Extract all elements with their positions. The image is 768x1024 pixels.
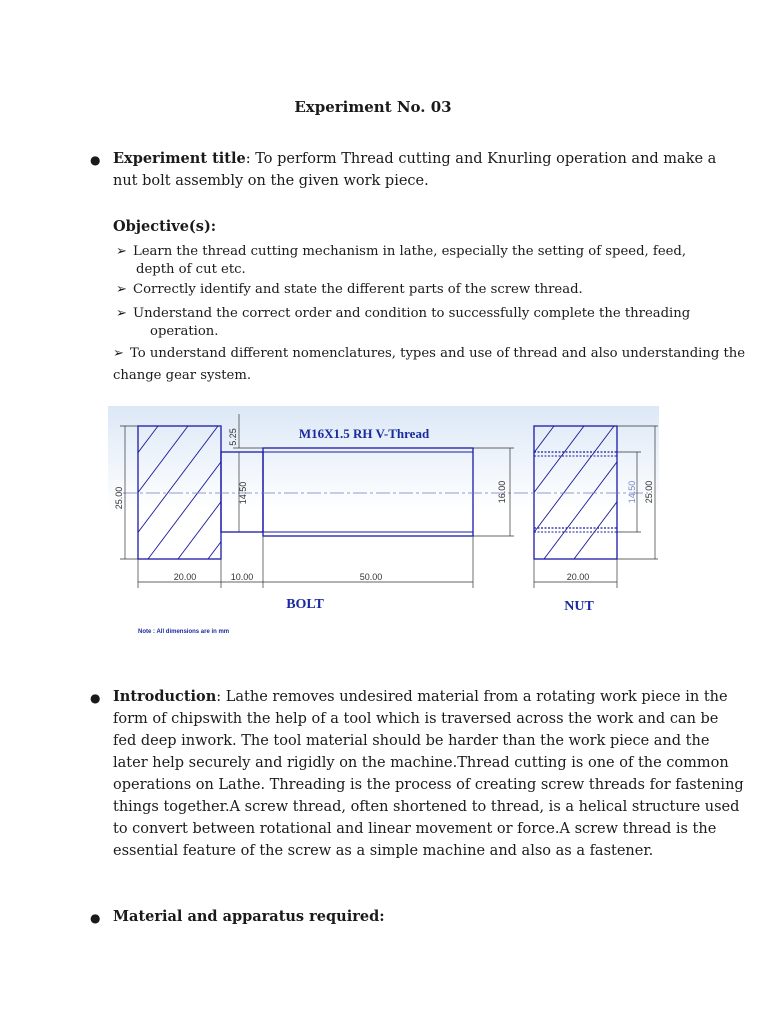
bullet-icon: ● — [90, 691, 101, 705]
experiment-title-line: nut bolt assembly on the given work piece. — [113, 173, 429, 189]
objective-text: depth of cut etc. — [136, 262, 246, 277]
objective-item — [116, 243, 686, 279]
dim-neck-length: 10.00 — [230, 572, 254, 582]
introduction-line: : Lathe removes undesired material from a rotating work piece in the — [216, 689, 728, 705]
introduction-label: Introduction — [113, 688, 217, 705]
bullet-icon: ● — [90, 911, 101, 925]
introduction-line: fed deep inwork. The tool material should be harder than the work piece and the — [113, 733, 710, 749]
dim-nut-inner: 14.50 — [627, 480, 637, 504]
objective-text: change gear system. — [113, 368, 252, 383]
dim-thread-offset: 5.25 — [228, 428, 238, 446]
bullet-icon: ● — [90, 153, 101, 167]
page-heading: Experiment No. 03 — [294, 98, 452, 116]
dim-thread-dia: 16.00 — [497, 480, 507, 504]
objectives-title: Objective(s): — [113, 218, 217, 235]
introduction-block — [113, 686, 744, 862]
introduction-line: to convert between rotational and linear movement or force.A screw thread is the — [113, 821, 717, 837]
arrow-icon: ➢ — [116, 282, 128, 297]
objective-text: Learn the thread cutting mechanism in lathe, especially the setting of speed, feed, — [133, 244, 687, 259]
bolt-nut-drawing — [108, 406, 659, 638]
introduction-line: form of chipswith the help of a tool which is traversed across the work and can be — [113, 711, 719, 727]
objective-item — [116, 305, 690, 341]
objective-item — [113, 343, 745, 387]
introduction-line: things together.A screw thread, often shortened to thread, is a helical structure used — [113, 799, 740, 815]
dim-nut-height: 25.00 — [644, 480, 654, 504]
experiment-title-block — [113, 148, 716, 192]
arrow-icon: ➢ — [116, 244, 128, 259]
objective-text: To understand different nomenclatures, types and use of thread and also understanding the — [130, 346, 746, 361]
experiment-title-label: Experiment title — [113, 150, 246, 167]
dim-shank-dia: 14.50 — [238, 481, 248, 505]
objective-text: operation. — [150, 324, 219, 339]
figure-note: Note : All dimensions are in mm — [138, 629, 230, 635]
arrow-icon: ➢ — [116, 306, 128, 321]
introduction-line: operations on Lathe. Threading is the process of creating screw threads for fastening — [113, 777, 744, 793]
dim-bolt-head-height: 25.00 — [114, 486, 124, 510]
figure-title: M16X1.5 RH V-Thread — [298, 426, 430, 441]
material-heading: Material and apparatus required: — [113, 908, 385, 925]
introduction-line: later help securely and rigidly on the machine.Thread cutting is one of the common — [113, 755, 729, 771]
bolt-label: BOLT — [286, 597, 324, 612]
thread-drawing-figure — [108, 406, 659, 638]
dim-head-length: 20.00 — [173, 572, 197, 582]
objective-text: Understand the correct order and condition to successfully complete the threading — [133, 306, 691, 321]
objective-text: Correctly identify and state the different parts of the screw thread. — [133, 282, 583, 297]
dim-nut-length: 20.00 — [566, 572, 590, 582]
nut-label: NUT — [564, 599, 594, 614]
introduction-line: essential feature of the screw as a simple machine and also as a fastener. — [113, 843, 654, 859]
arrow-icon: ➢ — [113, 346, 125, 361]
dim-thread-length: 50.00 — [359, 572, 383, 582]
objective-item — [116, 281, 583, 299]
experiment-title-line: : To perform Thread cutting and Knurling operation and make a — [245, 151, 717, 167]
